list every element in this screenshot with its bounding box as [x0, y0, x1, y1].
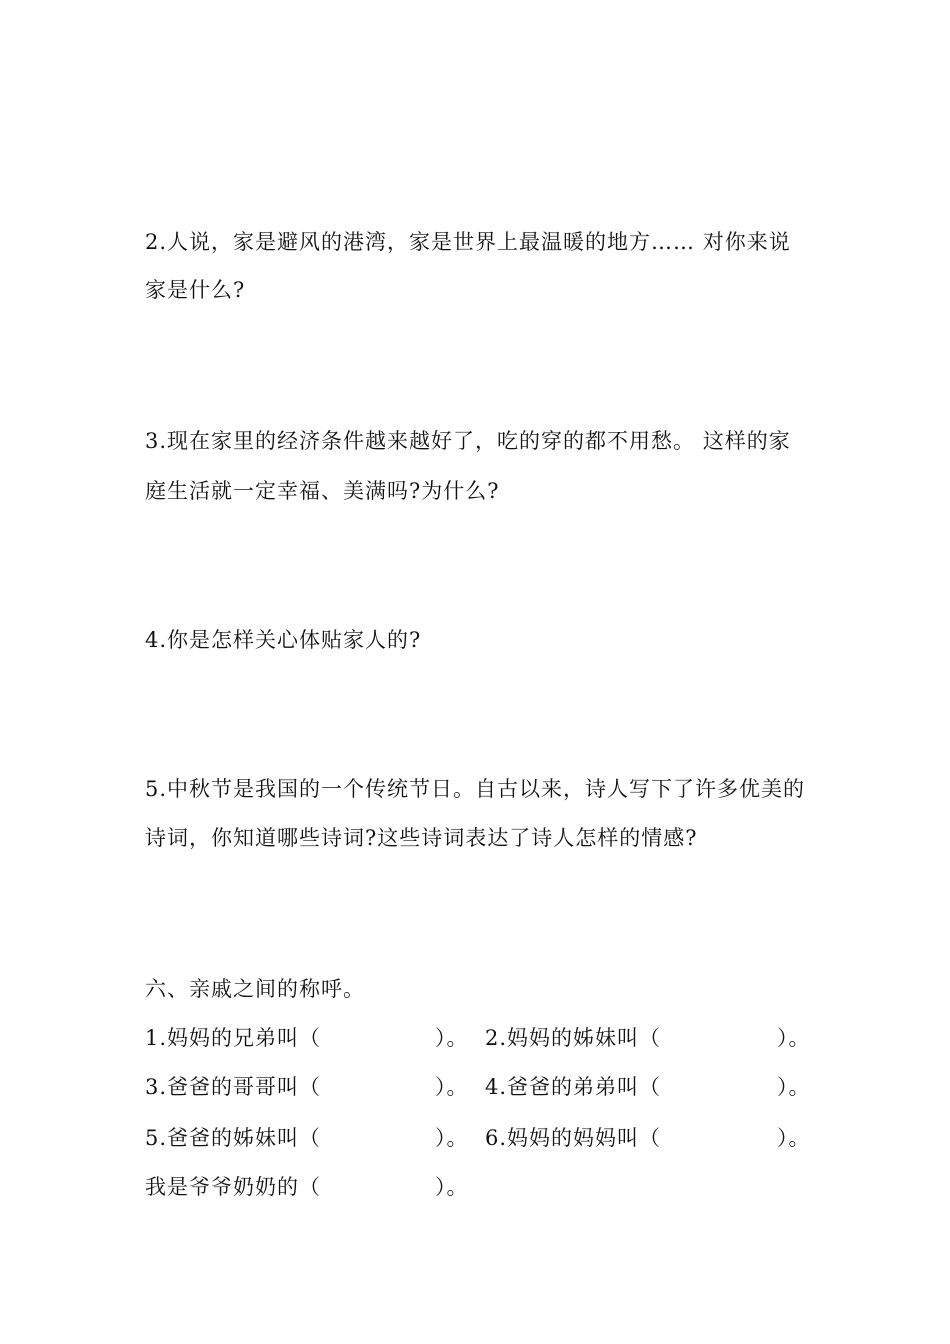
kinship-item-3-close: ）。 [435, 1075, 469, 1099]
kinship-item-4-prompt: 4.爸爸的弟弟叫（ [485, 1075, 662, 1099]
kinship-item-1-prompt: 1.妈妈的兄弟叫（ [145, 1026, 322, 1050]
kinship-item-3-prompt: 3.爸爸的哥哥叫（ [145, 1075, 322, 1099]
kinship-item-2-close: ）。 [777, 1026, 811, 1050]
kinship-item-6-close: ）。 [777, 1126, 811, 1150]
kinship-item-4-close: ）。 [777, 1075, 811, 1099]
question-2-line-2: 家是什么? [145, 278, 246, 302]
kinship-item-5-close: ）。 [435, 1126, 469, 1150]
question-3-line-2: 庭生活就一定幸福、美满吗?为什么? [145, 479, 500, 503]
kinship-item-6-prompt: 6.妈妈的妈妈叫（ [485, 1126, 662, 1150]
question-5-line-1: 5.中秋节是我国的一个传统节日。自古以来，诗人写下了许多优美的 [145, 777, 806, 801]
question-5-line-2: 诗词，你知道哪些诗词?这些诗词表达了诗人怎样的情感? [145, 826, 698, 850]
question-2-line-1: 2.人说，家是避风的港湾，家是世界上最温暖的地方…… 对你来说 [145, 230, 791, 254]
kinship-item-2-prompt: 2.妈妈的姊妹叫（ [485, 1026, 662, 1050]
question-4-line-1: 4.你是怎样关心体贴家人的? [145, 628, 422, 652]
section-6-title: 六、亲戚之间的称呼。 [145, 977, 365, 1001]
kinship-item-5-prompt: 5.爸爸的姊妹叫（ [145, 1126, 322, 1150]
kinship-item-self-prompt: 我是爷爷奶奶的（ [145, 1175, 321, 1199]
kinship-item-1-close: ）。 [435, 1026, 469, 1050]
kinship-item-self-close: ）。 [435, 1175, 469, 1199]
question-3-line-1: 3.现在家里的经济条件越来越好了，吃的穿的都不用愁。 这样的家 [145, 429, 791, 453]
